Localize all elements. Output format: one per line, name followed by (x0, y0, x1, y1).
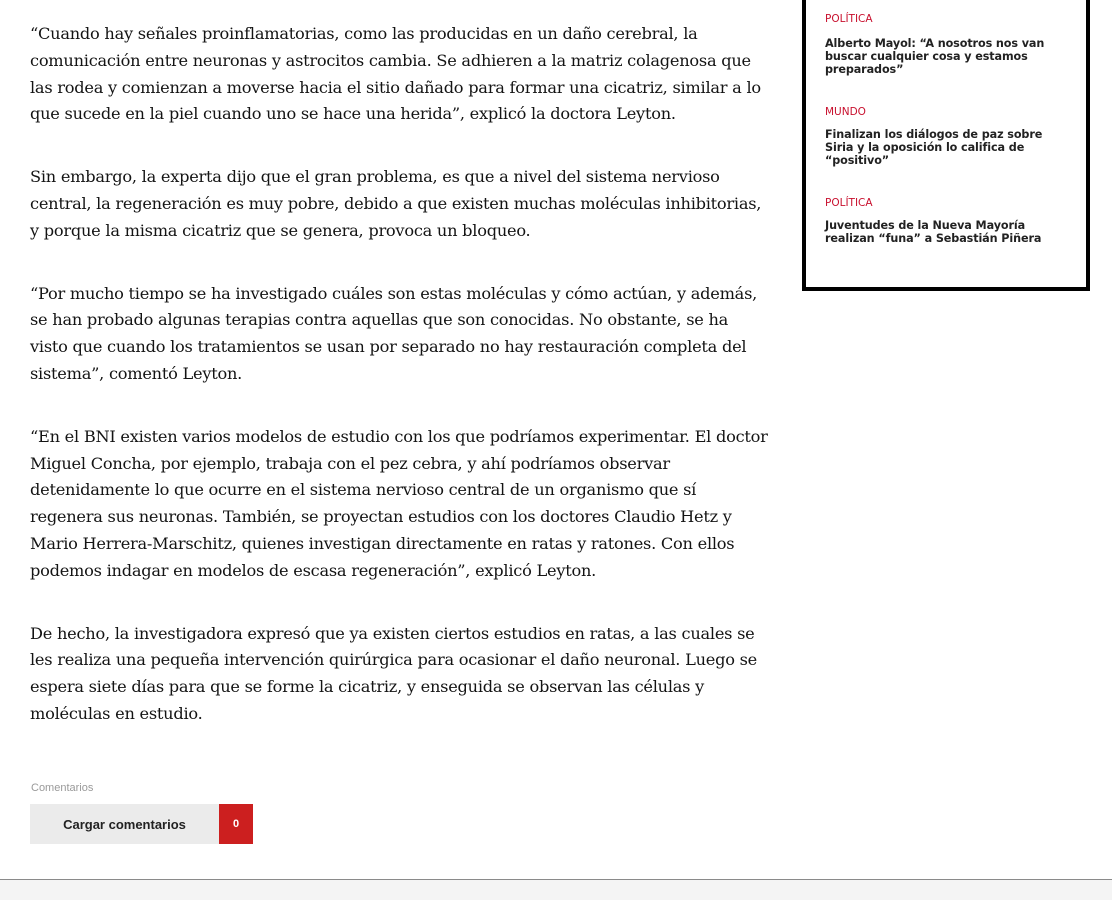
article-paragraph: “En el BNI existen varios modelos de estudio con los que podríamos experimentar. El doctor Miguel Concha, por ejemplo, trabaja con el pez cebra, y ahí podríamos observar detenidamente lo que ocurre en el sistema nervioso central de un organismo que sí regenera sus neuronas. También, se proyectan estudios con los doctores Claudio Hetz y Mario Herrera-Marschitz, quienes investigan directamente en ratas y ratones. Con ellos podemos indagar en modelos de escasa regeneración”, explicó Leyton. (30, 426, 768, 580)
load-comments-label[interactable]: Cargar comentarios (30, 804, 219, 844)
load-comments-button[interactable] (30, 804, 253, 844)
article-paragraph: Sin embargo, la experta dijo que el gran problema, es que a nivel del sistema nervioso central, la regeneración es muy pobre, debido a que existen muchas moléculas inhibitorias, y porque la misma cicatriz que se genera, provoca un bloqueo. (30, 167, 762, 240)
related-news-item[interactable] (825, 106, 1065, 167)
news-category-label[interactable]: MUNDO (825, 106, 866, 118)
news-headline-link[interactable]: Juventudes de la Nueva Mayoría realizan “funa” a Sebastián Piñera (825, 219, 1042, 245)
comments-section-label: Comentarios (31, 782, 94, 794)
article-paragraph: “Por mucho tiempo se ha investigado cuáles son estas moléculas y cómo actúan, y además, se han probado algunas terapias contra aquellas que son conocidas. No obstante, se ha visto que cuando los tratamientos se usan por separado no hay restauración completa del sistema”, comentó Leyton. (30, 283, 758, 383)
news-headline-link[interactable]: Alberto Mayol: “A nosotros nos van buscar cualquier cosa y estamos preparados” (825, 37, 1045, 76)
comments-count-badge[interactable]: 0 (219, 804, 253, 844)
news-category-label[interactable]: POLÍTICA (825, 197, 873, 209)
article-paragraph: De hecho, la investigadora expresó que ya existen ciertos estudios en ratas, a las cuales se les realiza una pequeña intervención quirúrgica para ocasionar el daño neuronal. Luego se espera siete días para que se forme la cicatriz, y enseguida se observan las células y moléculas en estudio. (30, 623, 757, 723)
article-paragraph: “Cuando hay señales proinflamatorias, como las producidas en un daño cerebral, la comunicación entre neuronas y astrocitos cambia. Se adhieren a la matriz colagenosa que las rodea y comienzan a moverse hacia el sitio dañado para formar una cicatriz, similar a lo que sucede en la piel cuando uno se hace una herida”, explicó la doctora Leyton. (30, 24, 761, 124)
related-news-box (802, 0, 1090, 291)
related-news-item[interactable] (825, 13, 1065, 76)
footer-bar (0, 879, 1112, 900)
news-category-label[interactable]: POLÍTICA (825, 13, 873, 25)
article-body (30, 21, 770, 764)
related-news-item[interactable] (825, 197, 1065, 245)
news-headline-link[interactable]: Finalizan los diálogos de paz sobre Siria y la oposición lo califica de “positivo” (825, 128, 1043, 167)
